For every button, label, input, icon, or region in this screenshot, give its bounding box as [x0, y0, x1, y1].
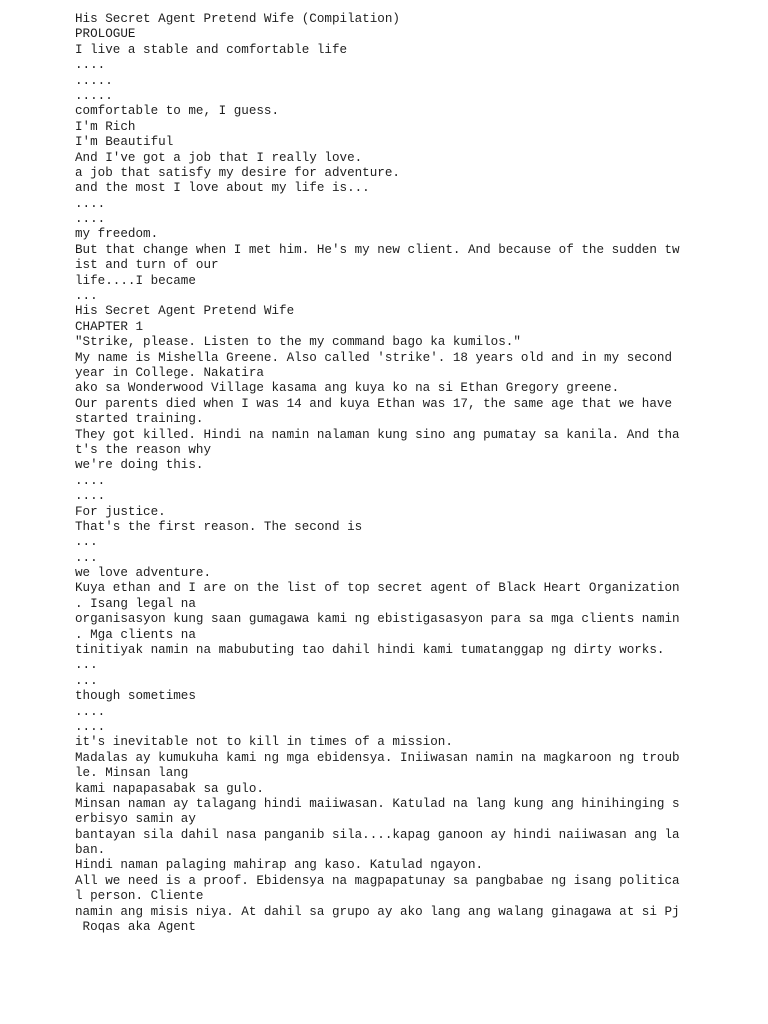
text-line: it's inevitable not to kill in times of a mission.	[75, 735, 453, 750]
text-line: and the most I love about my life is...	[75, 181, 370, 196]
text-line: ...	[75, 673, 98, 688]
text-line: Our parents died when I was 14 and kuya Ethan was 17, the same age that we have	[75, 396, 673, 411]
text-line: His Secret Agent Pretend Wife (Compilation)	[75, 12, 400, 26]
text-line: I live a stable and comfortable life	[75, 42, 348, 57]
text-line: ....	[75, 212, 106, 227]
text-line: But that change when I met him. He's my new client. And because of the sudden tw	[75, 242, 680, 257]
text-line: bantayan sila dahil nasa panganib sila....kapag ganoon ay hindi naiiwasan ang la	[75, 827, 680, 842]
text-line: tinitiyak namin na mabubuting tao dahil hindi kami tumatanggap ng dirty works.	[75, 643, 665, 658]
text-line: ...	[75, 658, 98, 673]
text-line: l person. Cliente	[75, 889, 204, 904]
text-line: And I've got a job that I really love.	[75, 150, 363, 165]
text-line: ako sa Wonderwood Village kasama ang kuya ko na si Ethan Gregory greene.	[75, 381, 620, 396]
text-line: They got killed. Hindi na namin nalaman kung sino ang pumatay sa kanila. And tha	[75, 427, 680, 442]
text-line: .....	[75, 73, 113, 88]
text-line: t's the reason why	[75, 442, 212, 457]
text-line: Hindi naman palaging mahirap ang kaso. Katulad ngayon.	[75, 858, 484, 873]
text-line: though sometimes	[75, 689, 196, 704]
text-line: ....	[75, 473, 106, 488]
text-line: "Strike, please. Listen to the my command bago ka kumilos."	[75, 335, 521, 350]
text-line: ....	[75, 58, 106, 73]
text-line: started training.	[75, 412, 204, 427]
text-line: ....	[75, 196, 106, 211]
document-page	[75, 12, 715, 935]
text-line: My name is Mishella Greene. Also called 'strike'. 18 years old and in my second	[75, 350, 673, 365]
text-line: life....I became	[75, 273, 196, 288]
text-line: PROLOGUE	[75, 27, 136, 42]
text-line: I'm Beautiful	[75, 135, 174, 150]
text-line: ist and turn of our	[75, 258, 219, 273]
text-line: ...	[75, 289, 98, 304]
text-line: His Secret Agent Pretend Wife	[75, 304, 295, 319]
text-line: Kuya ethan and I are on the list of top secret agent of Black Heart Organization	[75, 581, 680, 596]
text-line: ...	[75, 550, 98, 565]
text-line: erbisyo samin ay	[75, 812, 196, 827]
text-line: . Mga clients na	[75, 627, 196, 642]
text-line: Roqas aka Agent	[75, 920, 196, 935]
text-line: Minsan naman ay talagang hindi maiiwasan. Katulad na lang kung ang hinihinging s	[75, 796, 680, 811]
text-line: le. Minsan lang	[75, 766, 189, 781]
text-line: That's the first reason. The second is	[75, 519, 363, 534]
text-line: namin ang misis niya. At dahil sa grupo ay ako lang ang walang ginagawa at si Pj	[75, 904, 680, 919]
text-line: ...	[75, 535, 98, 550]
text-line: my freedom.	[75, 227, 159, 242]
text-line: .....	[75, 88, 113, 103]
text-line: . Isang legal na	[75, 596, 196, 611]
text-line: kami napapasabak sa gulo.	[75, 781, 264, 796]
text-line: comfortable to me, I guess.	[75, 104, 280, 119]
text-line: a job that satisfy my desire for adventure.	[75, 165, 400, 180]
text-line: we love adventure.	[75, 566, 212, 581]
text-line: year in College. Nakatira	[75, 365, 264, 380]
text-line: we're doing this.	[75, 458, 204, 473]
text-line: ....	[75, 489, 106, 504]
text-line: I'm Rich	[75, 119, 136, 134]
text-line: ban.	[75, 843, 106, 858]
text-line: organisasyon kung saan gumagawa kami ng ebistigasasyon para sa mga clients namin	[75, 612, 680, 627]
text-line: Madalas ay kumukuha kami ng mga ebidensya. Iniiwasan namin na magkaroon ng troub	[75, 750, 680, 765]
text-line: All we need is a proof. Ebidensya na magpapatunay sa pangbabae ng isang politica	[75, 873, 680, 888]
text-line: For justice.	[75, 504, 166, 519]
text-line: ....	[75, 704, 106, 719]
text-line: ....	[75, 719, 106, 734]
text-line: CHAPTER 1	[75, 319, 144, 334]
